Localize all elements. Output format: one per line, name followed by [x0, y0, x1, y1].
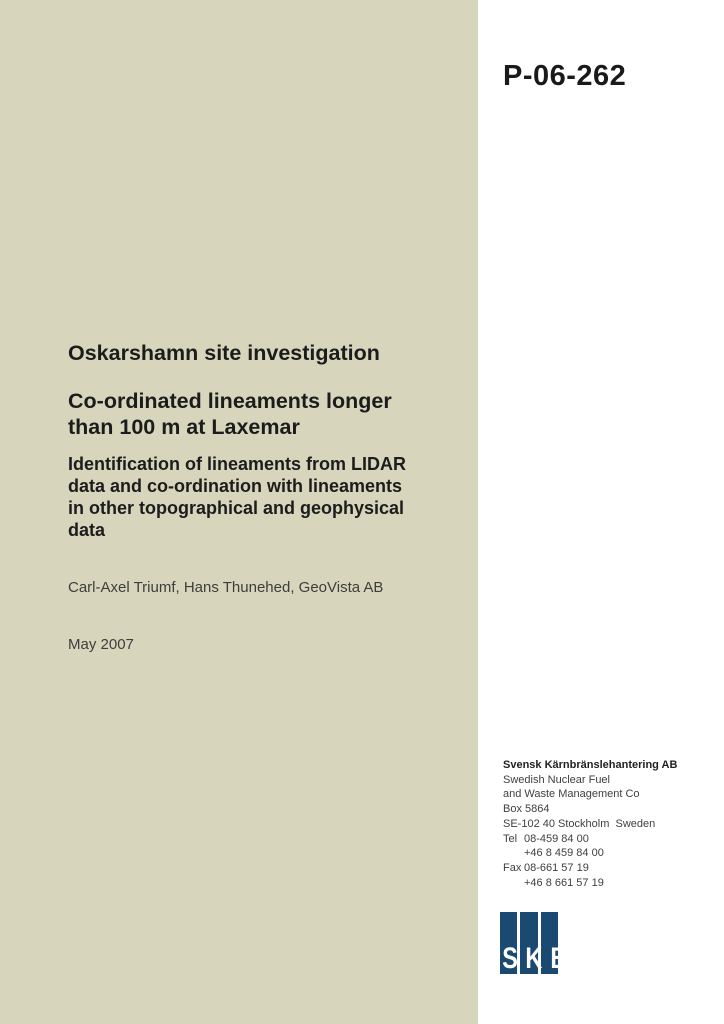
contact-value: 08-459 84 00 [524, 832, 589, 845]
contact-value: 08-661 57 19 [524, 861, 589, 874]
publisher-name: Svensk Kärnbränslehantering AB [503, 759, 678, 771]
publisher-address-line: and Waste Management Co [503, 788, 640, 801]
contact-label: Fax [503, 861, 522, 874]
report-subtitle-line: data [68, 520, 106, 540]
contact-row [503, 876, 677, 891]
logo-letter: B [550, 942, 567, 975]
skb-logo [500, 912, 567, 975]
authors-line: Carl-Axel Triumf, Hans Thunehed, GeoVista AB [68, 579, 384, 596]
publisher-block [503, 758, 677, 890]
contact-row [503, 861, 677, 876]
contact-row [503, 832, 677, 847]
report-title-line: Co-ordinated lineaments longer [68, 389, 392, 413]
report-subtitle-line: data and co-ordination with lineaments [68, 476, 403, 496]
skb-logo-text [500, 912, 567, 975]
report-title-line: than 100 m at Laxemar [68, 415, 300, 439]
publisher-address-line: SE-102 40 Stockholm Sweden [503, 817, 656, 830]
report-subtitle [68, 453, 406, 541]
contact-value: +46 8 459 84 00 [524, 847, 604, 860]
series-title: Oskarshamn site investigation [68, 341, 380, 365]
contact-row [503, 846, 677, 861]
report-subtitle-line: Identification of lineaments from LIDAR [68, 454, 407, 474]
contact-label [503, 846, 524, 861]
publication-date: May 2007 [68, 636, 134, 653]
contact-value: +46 8 661 57 19 [524, 876, 604, 889]
logo-letter: S [502, 942, 518, 975]
contact-label [503, 876, 524, 891]
publisher-address-line: Box 5864 [503, 803, 550, 816]
publisher-address-line: Swedish Nuclear Fuel [503, 773, 610, 786]
report-number: P-06-262 [503, 60, 627, 92]
report-title [68, 388, 392, 440]
logo-letter: K [525, 942, 543, 975]
report-subtitle-line: in other topographical and geophysical [68, 498, 405, 518]
contact-label: Tel [503, 832, 518, 845]
